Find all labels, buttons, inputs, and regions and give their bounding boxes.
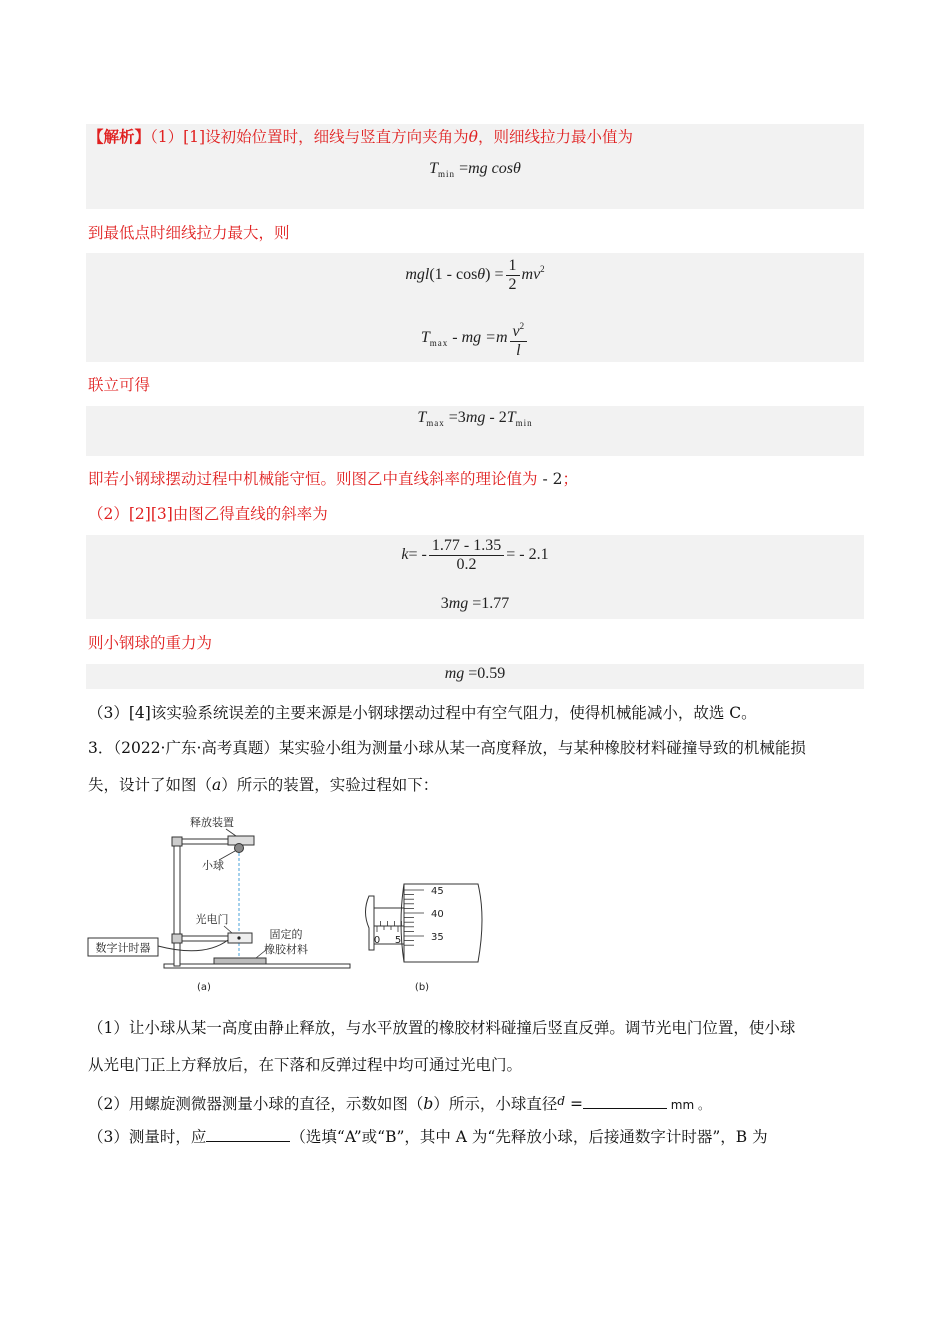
apparatus-diagram [88, 815, 350, 993]
problem3-step2: （2）用螺旋测微器测量小球的直径，示数如图（b）所示，小球直径$^d$ = mm 。 [88, 1094, 710, 1113]
gate-clamp [172, 934, 182, 943]
support-rod [174, 840, 180, 966]
analysis-q1-intro: 【解析】（1）[1]设初始位置时，细线与竖直方向夹角为θ，则细线拉力最小值为 [88, 127, 633, 146]
problem3-step1-line2: 从光电门正上方释放后，在下落和反弹过程中均可通过光电门。 [88, 1056, 523, 1074]
rubber-label: 橡胶材料 [264, 943, 308, 956]
experiment-figure [86, 812, 506, 1002]
equation-tmin: $T_{min} =mg$ cosθ [429, 160, 521, 179]
equation-box-energy [86, 253, 864, 362]
equation-combined: $T_{max} =3mg - 2T_{min}$ [417, 409, 533, 428]
gate-sensor [237, 936, 240, 939]
main-scale-5: 5 [394, 935, 402, 946]
equation-3mg: 3mg =1.77 [440, 595, 510, 612]
ball-label: 小球 [202, 859, 224, 872]
main-scale-0: 0 [373, 935, 381, 946]
equation-tmax: $T_{max}$ - mg =m $\frac{v^2}{l}$ [86, 317, 864, 360]
fixed-label: 固定的 [269, 928, 303, 941]
problem3-step1-line1: （1）让小球从某一高度由静止释放，与水平放置的橡胶材料碰撞后竖直反弹。调节光电门位置，使小球 [88, 1019, 796, 1037]
equation-mg: mg =0.59 [444, 665, 506, 682]
top-clamp [172, 837, 182, 846]
equation-box-mg [86, 664, 864, 689]
micrometer-diagram [366, 884, 483, 993]
thimble-scale-40: 40 [431, 909, 444, 920]
caption-a: (a) [197, 982, 211, 993]
caption-b: (b) [414, 982, 430, 993]
analysis-q2: （2）[2][3]由图乙得直线的斜率为 [88, 505, 328, 523]
diameter-answer-blank [583, 1094, 667, 1109]
equation-box-combined [86, 406, 864, 456]
order-answer-blank [206, 1127, 290, 1142]
rubber-material [214, 958, 266, 964]
analysis-conclusion: 即若小钢球摆动过程中机械能守恒。则图乙中直线斜率的理论值为 - 2； [88, 470, 578, 488]
analysis-tag: 【解析】 [88, 127, 151, 146]
problem3-line1: 3．（2022·广东·高考真题）某实验小组为测量小球从某一高度释放，与某种橡胶材料碰撞导致的机械能损 [88, 739, 806, 757]
analysis-lowest-point: 到最低点时细线拉力最大，则 [88, 224, 290, 242]
equation-slope: k= - $\frac{1.77 - 1.35}{0.2}$ = - 2.1 [401, 537, 549, 573]
analysis-gravity: 则小钢球的重力为 [88, 634, 213, 652]
problem3-step3: （3）测量时，应 （选填“A”或“B”，其中 A 为“先释放小球，后接通数字计时器”，B 为 [88, 1128, 768, 1146]
thimble-scale-45: 45 [431, 886, 444, 897]
digital-timer-label: 数字计时器 [95, 941, 151, 955]
release-label: 释放装置 [190, 816, 234, 829]
analysis-combine: 联立可得 [88, 376, 151, 394]
problem3-line2: 失，设计了如图（a）所示的装置，实验过程如下： [88, 776, 439, 794]
analysis-q3: （3）[4]该实验系统误差的主要来源是小钢球摆动过程中有空气阻力，使得机械能减小，故选 C。 [88, 704, 757, 722]
equation-energy: mgl(1 - cosθ) = $\frac{1}{2}$ $mv^2$ [405, 257, 545, 293]
equation-box-slope [86, 535, 864, 619]
apparatus-base [164, 964, 350, 968]
timer-cable [158, 940, 228, 951]
ball [235, 844, 244, 853]
thimble-scale-35: 35 [431, 932, 444, 943]
gate-label: 光电门 [195, 913, 229, 926]
